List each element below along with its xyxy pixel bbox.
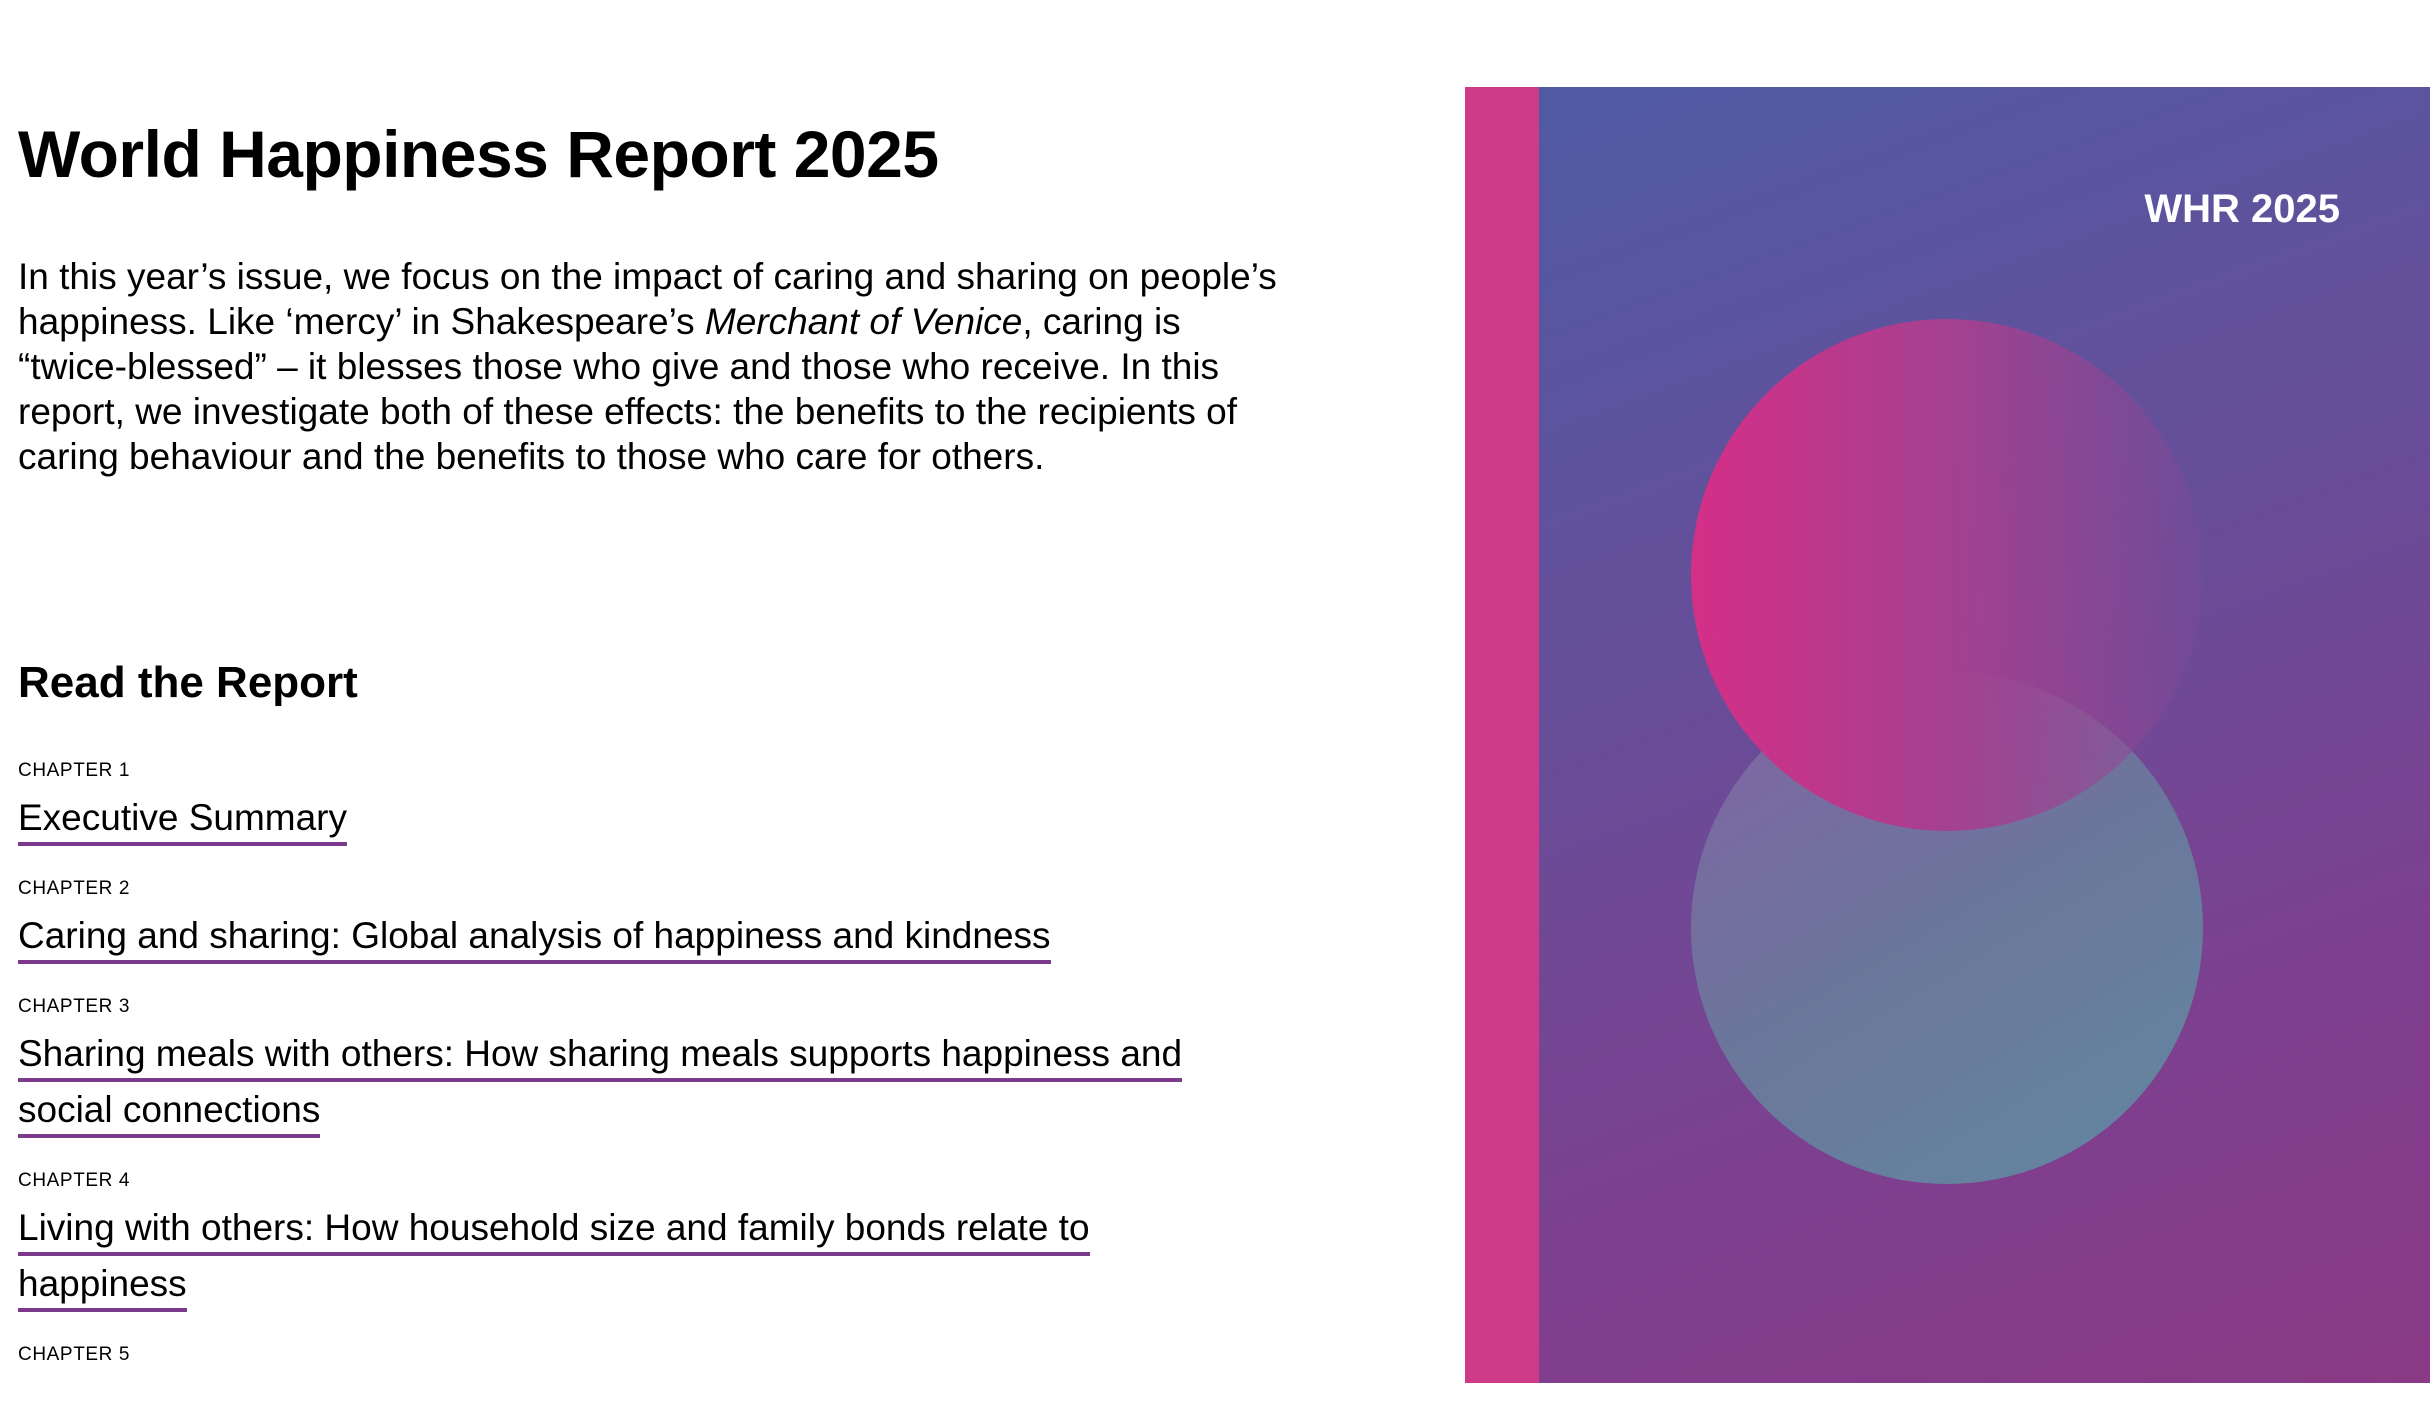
report-cover-image (1465, 87, 2430, 1383)
page-title: World Happiness Report 2025 (18, 117, 939, 191)
chapter-item (18, 1168, 1298, 1312)
read-report-heading: Read the Report (18, 658, 358, 707)
chapter-item (18, 1342, 1298, 1368)
chapter-item (18, 758, 1298, 846)
chapter-number: CHAPTER 2 (18, 878, 131, 899)
intro-text-start: In this year’s issue, we focus on the impact of caring and sharing on people’s happiness. Like ‘mercy’ in Shakespeare’s (18, 256, 1277, 342)
intro-text-end: , caring is “twice-blessed” – it blesses those who give and those who receive. In this report, we investigate both of these effects: the benefits to the recipients of caring behaviour and the benefits to those who care for others. (18, 301, 1237, 477)
chapter-link-sharing-meals[interactable]: Sharing meals with others: How sharing meals supports happiness and social connections (18, 1033, 1182, 1138)
intro-italic-title: Merchant of Venice (704, 301, 1023, 342)
chapter-title-wrap (18, 1026, 1258, 1138)
chapter-title-wrap (18, 1200, 1118, 1312)
chapter-item (18, 876, 1298, 964)
chapter-link-living-with-others[interactable]: Living with others: How household size and family bonds relate to happiness (18, 1207, 1090, 1312)
chapter-number: CHAPTER 5 (18, 1344, 131, 1365)
intro-paragraph (18, 254, 1298, 479)
chapter-number: CHAPTER 3 (18, 996, 131, 1017)
chapter-list (18, 758, 1298, 1398)
cover-spine-strip (1465, 87, 1539, 1383)
chapter-link-caring-and-sharing[interactable]: Caring and sharing: Global analysis of happiness and kindness (18, 915, 1051, 964)
chapter-item (18, 994, 1298, 1138)
chapter-number: CHAPTER 1 (18, 760, 131, 781)
cover-circle-top (1691, 319, 2203, 831)
chapter-number: CHAPTER 4 (18, 1170, 131, 1191)
chapter-link-executive-summary[interactable]: Executive Summary (18, 797, 347, 846)
cover-label: WHR 2025 (2144, 187, 2340, 231)
